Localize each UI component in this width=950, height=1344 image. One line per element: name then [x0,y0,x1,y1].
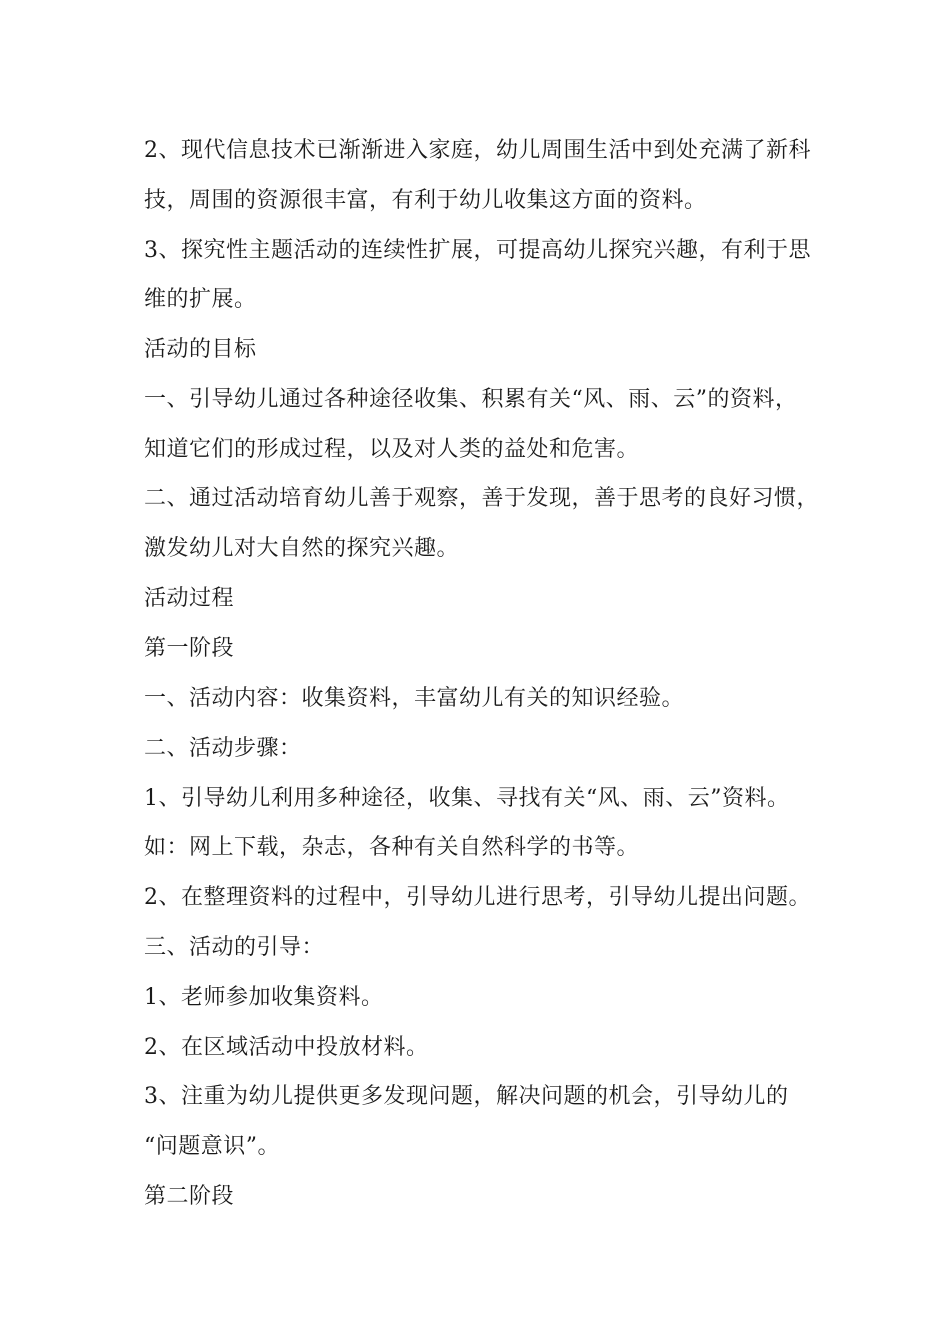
text-line: 3、探究性主题活动的连续性扩展，可提高幼儿探究兴趣，有利于思 [144,238,811,263]
text-line: 2、现代信息技术已渐渐进入家庭，幼儿周围生活中到处充满了新科 [144,138,811,163]
section-heading: 活动过程 [144,586,235,611]
text-line: 二、活动步骤： [144,736,302,761]
text-line: 一、活动内容：收集资料，丰富幼儿有关的知识经验。 [144,686,685,711]
section-heading: 活动的目标 [144,337,257,362]
text-line: 技，周围的资源很丰富，有利于幼儿收集这方面的资料。 [144,188,707,213]
text-line: 1、老师参加收集资料。 [144,985,384,1010]
text-line: 2、在整理资料的过程中，引导幼儿进行思考，引导幼儿提出问题。 [144,885,811,910]
text-line: 3、注重为幼儿提供更多发现问题，解决问题的机会，引导幼儿的 [144,1084,789,1109]
text-line: “问题意识”。 [144,1134,280,1159]
text-line: 如：网上下载，杂志，各种有关自然科学的书等。 [144,835,640,860]
stage-heading: 第一阶段 [144,636,235,661]
text-line: 二、通过活动培育幼儿善于观察，善于发现，善于思考的良好习惯， [144,486,820,511]
text-line: 三、活动的引导： [144,935,325,960]
text-line: 一、引导幼儿通过各种途径收集、积累有关“风、雨、云”的资料， [144,387,798,412]
text-line: 1、引导幼儿利用多种途径，收集、寻找有关“风、雨、云”资料。 [144,786,790,811]
text-line: 2、在区域活动中投放材料。 [144,1035,429,1060]
stage-heading: 第二阶段 [144,1184,235,1209]
text-line: 激发幼儿对大自然的探究兴趣。 [144,536,460,561]
text-line: 维的扩展。 [144,287,257,312]
text-line: 知道它们的形成过程，以及对人类的益处和危害。 [144,437,640,462]
